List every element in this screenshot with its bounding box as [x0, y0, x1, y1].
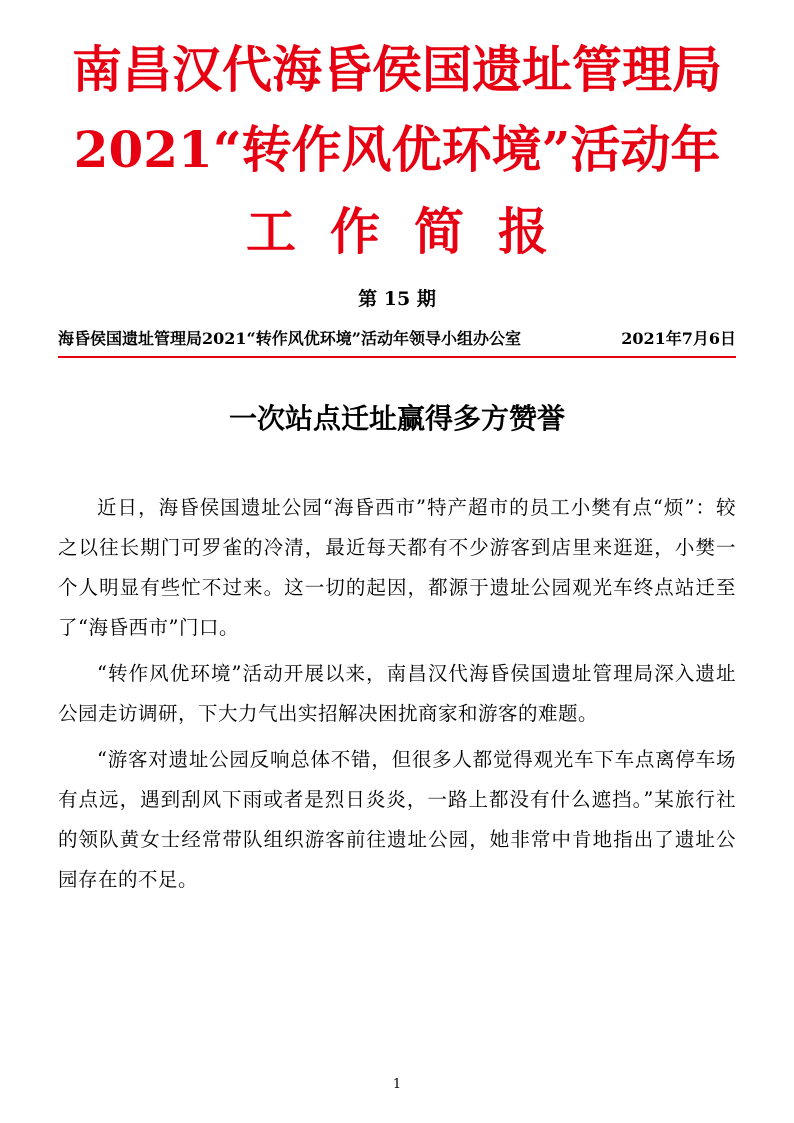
page-number: 1 [392, 1077, 402, 1092]
masthead-title-line-3: 工作简报 [246, 202, 582, 261]
masthead-title-line-2: 2021“转作风优环境”活动年 [73, 120, 721, 179]
issuer-line [58, 328, 736, 350]
issue-date: 2021年7月6日 [621, 329, 736, 348]
issuer-name: 海昏侯国遗址管理局2021“转作风优环境”活动年领导小组办公室 [58, 329, 521, 348]
paragraph: “游客对遗址公园反响总体不错，但很多人都觉得观光车下车点离停车场有点远，遇到刮风下雨或者是烈日炎炎，一路上都没有什么遮挡。”某旅行社的领队黄女士经常带队组织游客前往遗址公园，她非常中肯地指出了遗址公园存在的不足。 [58, 748, 736, 891]
article-body [58, 488, 736, 906]
paragraph: “转作风优环境”活动开展以来，南昌汉代海昏侯国遗址管理局深入遗址公园走访调研，下大力气出实招解决困扰商家和游客的难题。 [58, 662, 736, 725]
paragraph: 近日，海昏侯国遗址公园“海昏西市”特产超市的员工小樊有点“烦”：较之以往长期门可罗雀的冷清，最近每天都有不少游客到店里来逛逛，小樊一个人明显有些忙不过来。这一切的起因，都源于遗址公园观光车终点站迁至了“海昏西市”门口。 [58, 496, 736, 639]
issue-number: 第 15 期 [358, 288, 436, 310]
article-headline: 一次站点迁址赢得多方赞誉 [228, 402, 565, 435]
red-divider-rule [58, 356, 736, 358]
masthead-title-line-1: 南昌汉代海昏侯国遗址管理局 [72, 40, 722, 99]
